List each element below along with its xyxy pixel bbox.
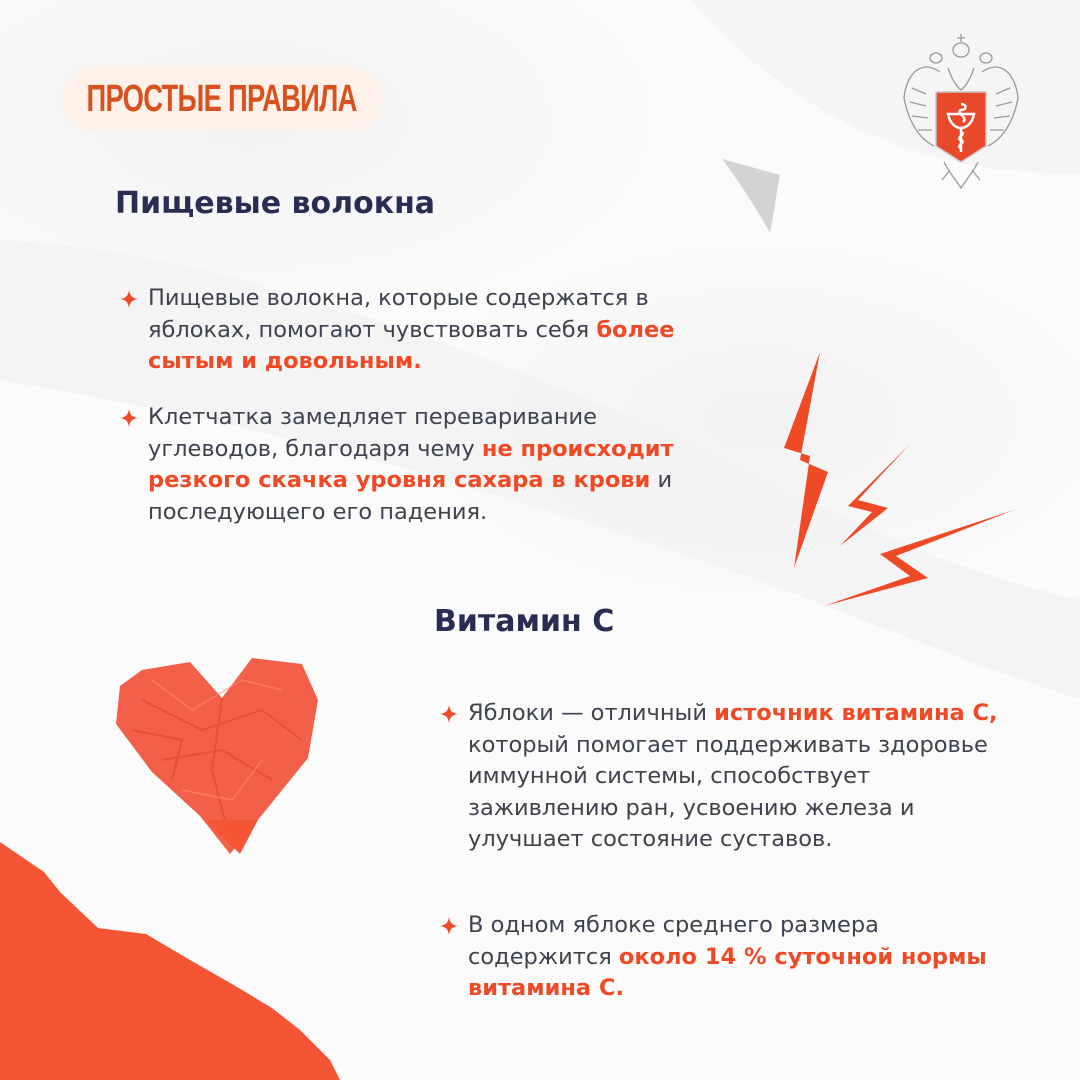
highlight-text: более сытым и довольным. [148, 316, 683, 374]
highlight-text: около 14 % суточной нормы витамина С. [468, 943, 995, 1001]
four-point-star-bullet-icon [440, 705, 458, 723]
bullet-item [120, 283, 720, 378]
text-part: Клетчатка замедляет переваривание углеводов, благодаря чему [148, 404, 605, 462]
bullet-item [440, 910, 1000, 1005]
torn-paper-shape [0, 820, 440, 1080]
lightning-bolts-icon [760, 340, 1040, 620]
text-part: В одном яблоке среднего размера содержится [468, 912, 887, 970]
section-title-dietary-fiber: Пищевые волокна [115, 186, 436, 221]
bullet-text [468, 698, 1005, 856]
ministry-of-health-emblem-icon [900, 28, 1022, 194]
four-point-star-bullet-icon [120, 290, 138, 308]
text-part: который помогает поддерживать здоровье иммунной системы, способствует заживлению ран, усвоению железа и улучшает состояние суставов. [468, 700, 1005, 852]
text-part: и последующего его падения. [148, 467, 680, 525]
bullet-text [148, 402, 720, 528]
bullet-item [440, 698, 1005, 856]
text-part: Пищевые волокна, которые содержатся в яблоках, помогают чувствовать себя [148, 285, 656, 343]
rubric-badge [62, 66, 382, 132]
highlight-text: не происходит резкого скачка уровня сахара в крови [148, 435, 682, 493]
paper-scrap-shape [718, 155, 788, 235]
section-title-vitamin-c: Витамин С [434, 604, 615, 639]
four-point-star-bullet-icon [120, 409, 138, 427]
bullet-item [120, 402, 720, 528]
text-part: Яблоки — отличный [468, 700, 715, 726]
bullet-text [468, 910, 1000, 1005]
rubric-badge-label: ПРОСТЫЕ ПРАВИЛА [86, 77, 358, 120]
bullet-text [148, 283, 720, 378]
four-point-star-bullet-icon [440, 917, 458, 935]
highlight-text: источник витамина С, [714, 700, 998, 726]
